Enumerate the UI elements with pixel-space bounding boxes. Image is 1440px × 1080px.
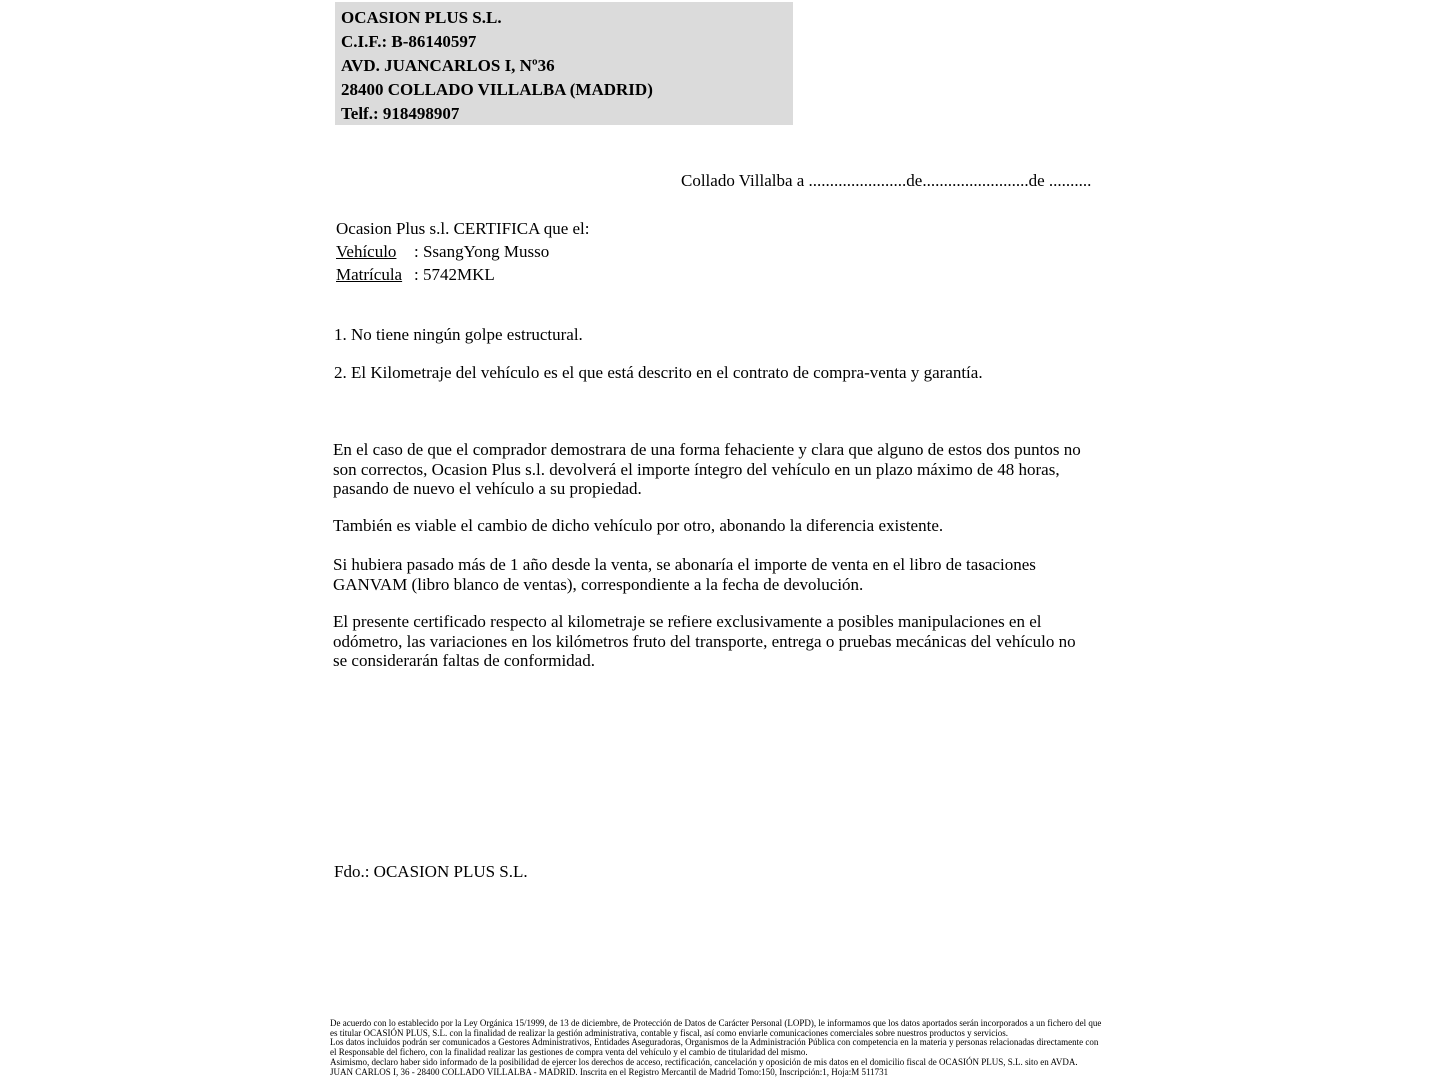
- plate-label: Matrícula: [336, 265, 403, 284]
- certify-intro: Ocasion Plus s.l. CERTIFICA que el:: [336, 219, 590, 238]
- company-city: 28400 COLLADO VILLALBA (MADRID): [341, 80, 653, 99]
- company-header-block: [335, 2, 793, 125]
- certify-block: [336, 217, 590, 286]
- company-cif: C.I.F.: B-86140597: [341, 32, 477, 51]
- company-address: AVD. JUANCARLOS I, Nº36: [341, 56, 555, 75]
- paragraph-refund: En el caso de que el comprador demostrara de una forma fehaciente y clara que alguno de estos dos puntos no son correctos, Ocasion Plus s.l. devolverá el importe íntegro del vehículo en un plazo máximo de 48 horas, pasando de nuevo el vehículo a su propiedad.: [333, 440, 1081, 498]
- legal-paragraph-lopd: De acuerdo con lo establecido por la Ley Orgánica 15/1999, de 13 de diciembre, de Protección de Datos de Carácter Personal (LOPD), le informamos que los datos aportados serán incorporados a un fichero del que es titular OCASIÓN PLUS, S.L. con la finalidad de realizar la gestión administrativa, contable y fiscal, así como enviarle comunicaciones comerciales sobre nuestros productos y servicios.: [330, 1018, 1102, 1038]
- legal-paragraph-rights: Asimismo, declaro haber sido informado de la posibilidad de ejercer los derechos de acceso, rectificación, cancelación y oposición de mis datos en el domicilio fiscal de OCASIÓN PLUS, S.L. sito en AVDA. JUAN CARLOS I, 36 - 28400 COLLADO VILLALBA - MADRID. Inscrita en el Registro Mercantil de Madrid Tomo:150, Inscripción:1, Hoja:M 511731: [330, 1056, 1078, 1077]
- signature-line: Fdo.: OCASION PLUS S.L.: [334, 862, 528, 881]
- company-name: OCASION PLUS S.L.: [341, 8, 502, 27]
- company-phone: Telf.: 918498907: [341, 104, 460, 123]
- plate-value: : 5742MKL: [414, 265, 495, 284]
- legal-footer: [330, 1019, 1102, 1077]
- vehicle-value: : SsangYong Musso: [414, 242, 550, 261]
- legal-paragraph-data-sharing: Los datos incluidos podrán ser comunicados a Gestores Administrativos, Entidades Aseguradoras, Organismos de la Administración Pública con competencia en la materia y personas relacionadas directamente con el Responsable del fichero, con la finalidad realizar las gestiones de compra venta del vehículo y el cambio de titularidad del mismo.: [330, 1037, 1099, 1058]
- paragraph-odometer: El presente certificado respecto al kilometraje se refiere exclusivamente a posibles manipulaciones en el odómetro, las variaciones en los kilómetros fruto del transporte, entrega o pruebas mecánicas del vehículo no se considerarán faltas de conformidad.: [333, 612, 1076, 670]
- certificate-point-2: 2. El Kilometraje del vehículo es el que está descrito en el contrato de compra-venta y garantía.: [334, 363, 983, 382]
- vehicle-row: [336, 240, 590, 263]
- plate-row: [336, 263, 590, 286]
- paragraph-ganvam: Si hubiera pasado más de 1 año desde la venta, se abonaría el importe de venta en el libro de tasaciones GANVAM (libro blanco de ventas), correspondiente a la fecha de devolución.: [333, 555, 1036, 594]
- date-line: Collado Villalba a .......................de.........................de ..........: [681, 171, 1092, 190]
- certificate-point-1: 1. No tiene ningún golpe estructural.: [334, 325, 583, 344]
- paragraph-exchange: También es viable el cambio de dicho vehículo por otro, abonando la diferencia existente.: [333, 516, 944, 535]
- vehicle-label: Vehículo: [336, 242, 397, 261]
